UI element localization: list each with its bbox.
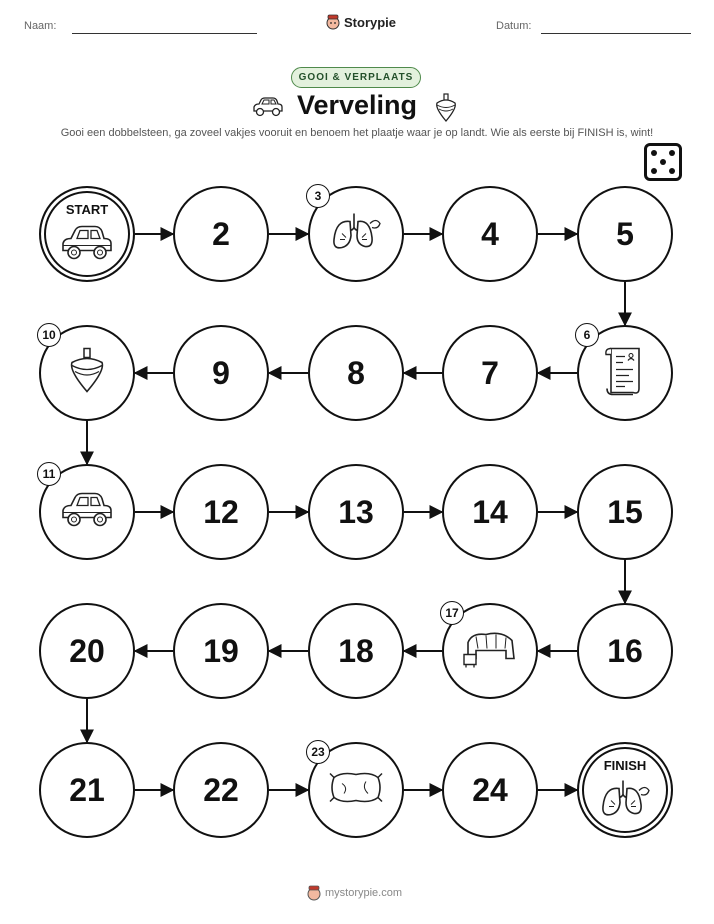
- board-cell-13: [308, 464, 404, 560]
- page-title: Verveling: [296, 90, 418, 120]
- board-cell-22: [173, 742, 269, 838]
- cell-number: 18: [338, 632, 374, 669]
- cell-number-badge: 10: [37, 323, 61, 347]
- cell-number-badge: 6: [575, 323, 599, 347]
- board-cell-15: [577, 464, 673, 560]
- cell-number: 22: [203, 771, 239, 808]
- date-label: Datum:: [496, 20, 532, 32]
- board-cell-7: [442, 325, 538, 421]
- board-cell-10: [39, 325, 135, 421]
- brand-name: Storypie: [344, 14, 397, 30]
- cell-number: 12: [203, 493, 239, 530]
- lungs-icon: [599, 777, 651, 826]
- board-cell-finish: [577, 742, 673, 838]
- board-cell-start: [39, 186, 135, 282]
- board-cell-17: [442, 603, 538, 699]
- cell-number: 14: [472, 493, 508, 530]
- covered-furniture-icon: [462, 629, 518, 674]
- cell-number: 19: [203, 632, 239, 669]
- cell-number: 2: [212, 215, 230, 252]
- cell-number: 7: [481, 354, 499, 391]
- board-cell-23: [308, 742, 404, 838]
- board-cell-14: [442, 464, 538, 560]
- finish-label: FINISH: [603, 758, 647, 773]
- spinning-top-icon: [67, 347, 107, 400]
- cell-number: 24: [472, 771, 508, 808]
- board-cell-2: [173, 186, 269, 282]
- storypie-mascot-icon: [307, 885, 321, 901]
- cell-number-badge: 23: [306, 740, 330, 764]
- car-icon: [59, 491, 115, 534]
- game-type-badge: GOOI & VERPLAATS: [291, 67, 421, 88]
- board-cell-21: [39, 742, 135, 838]
- board-cell-8: [308, 325, 404, 421]
- name-label: Naam:: [24, 20, 57, 32]
- board-cell-9: [173, 325, 269, 421]
- board-cell-16: [577, 603, 673, 699]
- board-cell-19: [173, 603, 269, 699]
- lungs-icon: [330, 210, 382, 259]
- board-cell-11: [39, 464, 135, 560]
- footer-url[interactable]: mystorypie.com: [325, 887, 403, 899]
- board-cell-3: [308, 186, 404, 282]
- cell-number: 16: [607, 632, 643, 669]
- board-cell-24: [442, 742, 538, 838]
- cell-number-badge: 11: [37, 462, 61, 486]
- board-cell-12: [173, 464, 269, 560]
- footer: [307, 885, 402, 901]
- board-cell-18: [308, 603, 404, 699]
- cell-number-badge: 17: [440, 601, 464, 625]
- cell-number: 5: [616, 215, 634, 252]
- pillow-icon: [328, 768, 384, 813]
- cell-number: 13: [338, 493, 374, 530]
- board-cell-5: [577, 186, 673, 282]
- cell-number: 21: [69, 771, 105, 808]
- cell-number: 4: [481, 215, 499, 252]
- board-cell-6: [577, 325, 673, 421]
- board-cell-20: [39, 603, 135, 699]
- cell-number: 20: [69, 632, 105, 669]
- cell-number: 8: [347, 354, 365, 391]
- scroll-icon: [603, 345, 647, 402]
- instructions: Gooi een dobbelsteen, ga zoveel vakjes vooruit en benoem het plaatje waar je op landt. Wie als eerste bij FINISH is, wint!: [60, 127, 654, 139]
- board-cell-4: [442, 186, 538, 282]
- car-icon: [59, 224, 115, 267]
- start-label: START: [65, 202, 109, 217]
- cell-number-badge: 3: [306, 184, 330, 208]
- cell-number: 15: [607, 493, 643, 530]
- cell-number: 9: [212, 354, 230, 391]
